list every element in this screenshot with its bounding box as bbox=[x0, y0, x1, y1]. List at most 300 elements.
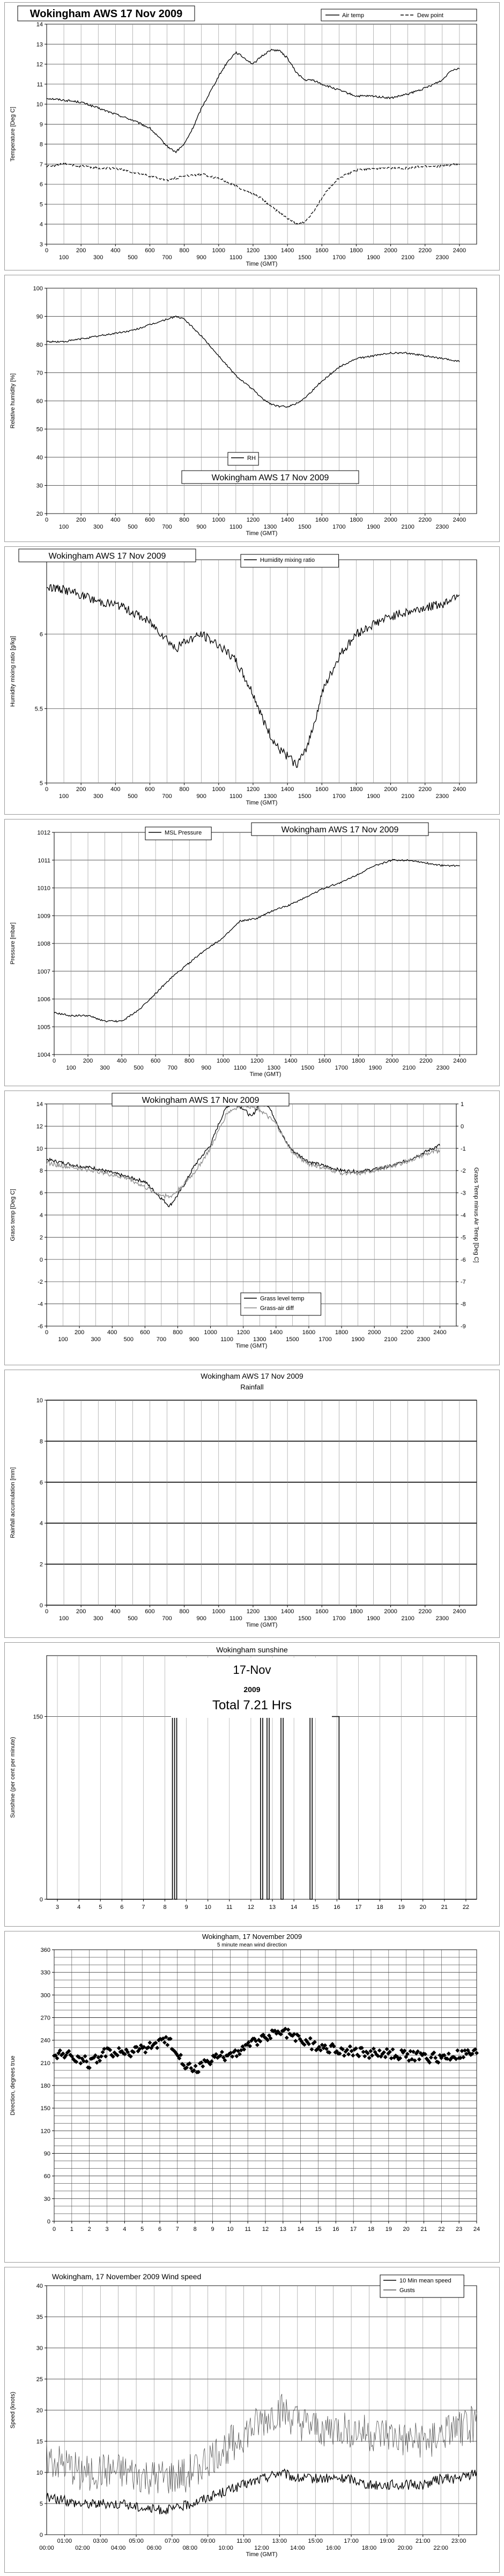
x-tick-label: 12 bbox=[247, 1904, 255, 1911]
x-tick-label: 1300 bbox=[263, 793, 277, 800]
y-tick-label: 100 bbox=[33, 286, 43, 292]
legend-label: 10 Min mean speed bbox=[399, 2278, 451, 2284]
y-axis-label: Relative humidity [%] bbox=[10, 373, 16, 429]
x-axis-label: Time (GMT) bbox=[246, 530, 278, 537]
x-tick-label: 18 bbox=[376, 1904, 383, 1911]
x-tick-label: 1300 bbox=[263, 1615, 277, 1622]
x-tick-label: 2400 bbox=[453, 1608, 466, 1615]
x-tick-label: 3 bbox=[105, 2226, 109, 2233]
wind-speed-chart-panel bbox=[4, 2267, 500, 2573]
x-tick-label: 800 bbox=[179, 1608, 189, 1615]
y-tick-label: 12 bbox=[36, 1123, 43, 1130]
x-tick-label: 16:00 bbox=[325, 2545, 341, 2551]
x-tick-label: 400 bbox=[110, 786, 121, 793]
x-tick-label: 1100 bbox=[229, 524, 242, 530]
x-tick-label: 900 bbox=[196, 1615, 206, 1622]
x-tick-label: 1600 bbox=[315, 786, 329, 793]
x-tick-label: 00:00 bbox=[39, 2545, 54, 2551]
y-tick-label: 4 bbox=[39, 221, 43, 228]
x-tick-label: 600 bbox=[145, 1608, 155, 1615]
x-tick-label: 100 bbox=[58, 524, 69, 530]
x-tick-label: 2300 bbox=[435, 793, 449, 800]
grass-temp-chart bbox=[5, 1091, 499, 1365]
y-tick-label: 4 bbox=[39, 1520, 43, 1527]
x-tick-label: 1000 bbox=[212, 1608, 226, 1615]
x-tick-label: 0 bbox=[52, 2226, 56, 2233]
y-axis-label: Speed (knots) bbox=[10, 2391, 16, 2429]
x-tick-label: 400 bbox=[110, 247, 121, 254]
x-tick-label: 10 bbox=[204, 1904, 211, 1911]
x-tick-label: 2000 bbox=[384, 247, 397, 254]
x-tick-label: 0 bbox=[45, 1608, 49, 1615]
x-tick-label: 0 bbox=[45, 517, 49, 523]
y-tick-label: 20 bbox=[36, 2407, 43, 2414]
x-tick-label: 22:00 bbox=[433, 2545, 448, 2551]
y-tick-label: 2 bbox=[39, 1234, 43, 1241]
x-tick-label: 2000 bbox=[386, 1058, 399, 1064]
x-tick-label: 300 bbox=[93, 1615, 103, 1622]
x-tick-label: 11 bbox=[226, 1904, 233, 1911]
y-tick-label: 30 bbox=[36, 482, 43, 489]
x-tick-label: 23:00 bbox=[451, 2538, 466, 2544]
y-tick-label: 25 bbox=[36, 2376, 43, 2383]
x-tick-label: 2200 bbox=[418, 1608, 432, 1615]
x-tick-label: 1900 bbox=[367, 1615, 380, 1622]
y-tick-label: 270 bbox=[40, 2015, 50, 2022]
grass-temp-chart-panel bbox=[4, 1091, 500, 1365]
x-tick-label: 2000 bbox=[384, 1608, 397, 1615]
x-tick-label: 6 bbox=[120, 1904, 124, 1911]
x-tick-label: 9 bbox=[184, 1904, 188, 1911]
x-tick-label: 2400 bbox=[453, 786, 466, 793]
x-tick-label: 600 bbox=[150, 1058, 161, 1064]
y-tick-label: -6 bbox=[38, 1323, 43, 1330]
x-tick-label: 400 bbox=[116, 1058, 127, 1064]
x-tick-label: 05:00 bbox=[129, 2538, 144, 2544]
x-tick-label: 300 bbox=[100, 1065, 110, 1071]
x-tick-label: 0 bbox=[45, 1329, 49, 1336]
x-tick-label: 1600 bbox=[315, 517, 329, 523]
x-tick-label: 200 bbox=[76, 786, 86, 793]
y-tick-label: 150 bbox=[40, 2105, 50, 2112]
y-tick-label: 0 bbox=[39, 1256, 43, 1263]
x-tick-label: 17:00 bbox=[344, 2538, 359, 2544]
x-tick-label: 800 bbox=[179, 786, 189, 793]
y-tick-label: 300 bbox=[40, 1992, 50, 1999]
x-tick-label: 16 bbox=[332, 2226, 339, 2233]
x-tick-label: 1100 bbox=[220, 1336, 233, 1343]
y-tick-label: 8 bbox=[39, 1438, 43, 1445]
x-tick-label: 1300 bbox=[263, 254, 277, 261]
y-axis bbox=[41, 1947, 54, 2225]
legend-label: Air temp bbox=[342, 12, 364, 19]
y-axis-label: Direction, degrees true bbox=[10, 2055, 16, 2116]
y-tick-label: 240 bbox=[40, 2037, 50, 2044]
x-tick-label: 700 bbox=[167, 1065, 177, 1071]
x-tick-label: 21 bbox=[441, 1904, 448, 1911]
x-tick-label: 18:00 bbox=[361, 2545, 377, 2551]
y-tick-label: 1010 bbox=[37, 885, 50, 892]
x-tick-label: 19 bbox=[398, 1904, 405, 1911]
x-tick-label: 500 bbox=[128, 524, 138, 530]
x-tick-label: 1100 bbox=[229, 1615, 242, 1622]
x-tick-label: 100 bbox=[58, 254, 69, 261]
x-tick-label: 22 bbox=[438, 2226, 445, 2233]
y2-tick-label: -1 bbox=[461, 1145, 466, 1152]
x-tick-label: 1900 bbox=[351, 1336, 365, 1343]
x-tick-label: 2300 bbox=[435, 524, 449, 530]
x-tick-label: 2200 bbox=[401, 1329, 414, 1336]
x-tick-label: 1400 bbox=[280, 517, 294, 523]
humidity-chart-panel bbox=[4, 275, 500, 542]
x-tick-label: 01:00 bbox=[57, 2538, 72, 2544]
y-tick-label: 360 bbox=[40, 1947, 50, 1953]
y2-axis-label: Grass Temp minus Air Temp [Deg C] bbox=[473, 1167, 479, 1263]
x-tick-label: 07:00 bbox=[165, 2538, 180, 2544]
x-tick-label: 1500 bbox=[286, 1336, 299, 1343]
x-tick-label: 800 bbox=[184, 1058, 195, 1064]
x-tick-label: 2300 bbox=[435, 1615, 449, 1622]
y2-tick-label: -2 bbox=[461, 1168, 466, 1175]
legend-label: RH bbox=[247, 455, 256, 462]
x-tick-label: 08:00 bbox=[182, 2545, 198, 2551]
x-tick-label: 1200 bbox=[246, 1608, 260, 1615]
y-tick-label: 0 bbox=[39, 2532, 43, 2538]
y-tick-label: 4 bbox=[39, 1212, 43, 1219]
y2-tick-label: -5 bbox=[461, 1234, 466, 1241]
x-tick-label: 1700 bbox=[332, 793, 346, 800]
y-tick-label: 50 bbox=[36, 426, 43, 433]
mixing-ratio-chart-panel bbox=[4, 546, 500, 815]
y-tick-label: 8 bbox=[39, 141, 43, 148]
wind-direction-chart bbox=[5, 1931, 499, 2262]
x-tick-label: 16 bbox=[333, 1904, 340, 1911]
x-tick-label: 600 bbox=[145, 247, 155, 254]
x-axis-label: Time (GMT) bbox=[246, 2551, 278, 2558]
y-axis-label: Grass temp [Deg C] bbox=[10, 1189, 16, 1241]
x-tick-label: 1900 bbox=[367, 524, 380, 530]
x-tick-label: 2400 bbox=[433, 1329, 447, 1336]
x-tick-label: 2300 bbox=[417, 1336, 431, 1343]
x-tick-label: 22 bbox=[462, 1904, 470, 1911]
x-tick-label: 2200 bbox=[419, 1058, 433, 1064]
x-tick-label: 06:00 bbox=[146, 2545, 162, 2551]
x-tick-label: 2200 bbox=[418, 517, 432, 523]
x-tick-label: 1200 bbox=[246, 247, 260, 254]
legend-label: Grass-air diff bbox=[260, 1305, 294, 1312]
x-tick-label: 15 bbox=[312, 1904, 319, 1911]
x-tick-label: 1500 bbox=[298, 254, 312, 261]
x-tick-label: 1800 bbox=[335, 1329, 349, 1336]
legend bbox=[380, 2275, 464, 2297]
y-tick-label: 60 bbox=[36, 398, 43, 405]
x-tick-label: 800 bbox=[179, 247, 189, 254]
x-tick-label: 2100 bbox=[401, 1615, 414, 1622]
sunshine-total: Total 7.21 Hrs bbox=[212, 1698, 292, 1713]
y-tick-label: 1005 bbox=[37, 1024, 50, 1031]
x-tick-label: 1500 bbox=[298, 793, 312, 800]
x-tick-label: 14:00 bbox=[290, 2545, 305, 2551]
x-tick-label: 19 bbox=[385, 2226, 392, 2233]
x-tick-label: 1400 bbox=[280, 1608, 294, 1615]
plot-area bbox=[47, 560, 477, 783]
x-tick-label: 1700 bbox=[332, 254, 346, 261]
x-tick-label: 12:00 bbox=[254, 2545, 269, 2551]
x-tick-label: 500 bbox=[134, 1065, 144, 1071]
y-tick-label: -4 bbox=[38, 1301, 43, 1308]
x-tick-label: 200 bbox=[76, 1608, 86, 1615]
y-tick-label: 6 bbox=[39, 181, 43, 188]
x-tick-label: 500 bbox=[128, 254, 138, 261]
x-tick-label: 1000 bbox=[212, 517, 226, 523]
x-tick-label: 500 bbox=[128, 1615, 138, 1622]
pressure-chart-panel bbox=[4, 819, 500, 1086]
x-tick-label: 1200 bbox=[236, 1329, 250, 1336]
x-tick-label: 2100 bbox=[401, 254, 414, 261]
x-tick-label: 200 bbox=[74, 1329, 85, 1336]
x-tick-label: 1500 bbox=[298, 524, 312, 530]
y-tick-label: 60 bbox=[43, 2173, 50, 2180]
y-tick-label: 10 bbox=[36, 1145, 43, 1152]
chart-title: Wokingham, 17 November 2009 Wind speed bbox=[52, 2272, 202, 2281]
y-tick-label: 1007 bbox=[37, 968, 50, 975]
x-tick-label: 1700 bbox=[335, 1065, 349, 1071]
temperature-chart bbox=[5, 3, 499, 270]
x-tick-label: 1900 bbox=[368, 1065, 382, 1071]
y-tick-label: 14 bbox=[36, 1101, 43, 1108]
legend-label: Dew point bbox=[417, 12, 443, 19]
y2-tick-label: -8 bbox=[461, 1301, 466, 1308]
y-tick-label: 120 bbox=[40, 2128, 50, 2135]
legend-label: Humidity mixing ratio bbox=[260, 557, 315, 564]
x-tick-label: 900 bbox=[196, 793, 206, 800]
x-tick-label: 100 bbox=[58, 793, 69, 800]
temperature-chart-panel bbox=[4, 2, 500, 270]
y-tick-label: 3 bbox=[39, 241, 43, 248]
x-tick-label: 900 bbox=[189, 1336, 199, 1343]
legend bbox=[145, 827, 211, 840]
y-axis bbox=[36, 21, 47, 248]
x-tick-label: 1800 bbox=[350, 1608, 363, 1615]
x-tick-label: 900 bbox=[196, 254, 206, 261]
x-tick-label: 1200 bbox=[246, 786, 260, 793]
y-tick-label: 35 bbox=[36, 2314, 43, 2321]
y-tick-label: 180 bbox=[40, 2083, 50, 2089]
x-tick-label: 1800 bbox=[352, 1058, 365, 1064]
x-tick-label: 15 bbox=[315, 2226, 322, 2233]
y-axis-label: Rainfall accumulation [mm] bbox=[10, 1467, 16, 1539]
x-tick-label: 0 bbox=[45, 786, 49, 793]
x-tick-label: 9 bbox=[211, 2226, 214, 2233]
y-axis-label: Pressure [mbar] bbox=[10, 922, 16, 965]
x-tick-label: 20 bbox=[419, 1904, 426, 1911]
x-tick-label: 1000 bbox=[212, 786, 226, 793]
y-tick-label: 5 bbox=[39, 2501, 43, 2507]
x-tick-label: 1100 bbox=[233, 1065, 247, 1071]
x-tick-label: 700 bbox=[162, 1615, 172, 1622]
x-tick-label: 1800 bbox=[350, 247, 363, 254]
chart-title: Wokingham AWS 17 Nov 2009 bbox=[29, 8, 183, 20]
y-tick-label: 90 bbox=[43, 2150, 50, 2157]
x-tick-label: 11 bbox=[244, 2226, 251, 2233]
x-tick-label: 1700 bbox=[318, 1336, 332, 1343]
y-axis bbox=[33, 286, 47, 517]
x-tick-label: 900 bbox=[196, 524, 206, 530]
x-tick-label: 2300 bbox=[435, 254, 449, 261]
x-tick-label: 12 bbox=[262, 2226, 269, 2233]
wind-direction-chart-panel bbox=[4, 1931, 500, 2263]
x-tick-label: 1700 bbox=[332, 1615, 346, 1622]
x-tick-label: 400 bbox=[107, 1329, 117, 1336]
y-axis-label: Sunshine (per cent per minute) bbox=[10, 1737, 16, 1818]
y-tick-label: 30 bbox=[43, 2196, 50, 2202]
x-tick-label: 2400 bbox=[453, 517, 466, 523]
legend-label: Gusts bbox=[399, 2287, 415, 2294]
x-tick-label: 2100 bbox=[401, 524, 414, 530]
x-tick-label: 14 bbox=[291, 1904, 298, 1911]
x-tick-label: 1800 bbox=[350, 786, 363, 793]
x-tick-label: 18 bbox=[367, 2226, 375, 2233]
x-tick-label: 23 bbox=[456, 2226, 463, 2233]
x-tick-label: 800 bbox=[179, 517, 189, 523]
y-axis-label: Humidity mixing ratio [g/kg] bbox=[10, 635, 16, 707]
x-tick-label: 10:00 bbox=[218, 2545, 233, 2551]
x-tick-label: 1300 bbox=[253, 1336, 266, 1343]
x-tick-label: 100 bbox=[58, 1615, 69, 1622]
x-tick-label: 13:00 bbox=[272, 2538, 287, 2544]
x-tick-label: 09:00 bbox=[200, 2538, 216, 2544]
x-tick-label: 15:00 bbox=[308, 2538, 323, 2544]
plot-area bbox=[47, 1400, 477, 1605]
humidity-chart bbox=[5, 275, 499, 541]
y2-tick-label: 1 bbox=[461, 1101, 464, 1108]
chart-title: Wokingham AWS 17 Nov 2009 bbox=[201, 1372, 303, 1380]
plot-area bbox=[47, 24, 477, 244]
y-tick-label: 0 bbox=[39, 1602, 43, 1609]
y-tick-label: 1008 bbox=[37, 941, 50, 947]
y-tick-label: 30 bbox=[36, 2345, 43, 2352]
x-tick-label: 1300 bbox=[267, 1065, 281, 1071]
x-tick-label: 5 bbox=[99, 1904, 102, 1911]
x-tick-label: 700 bbox=[156, 1336, 167, 1343]
x-tick-label: 2000 bbox=[384, 786, 397, 793]
chart-title: Wokingham AWS 17 Nov 2009 bbox=[48, 551, 166, 561]
x-tick-label: 2400 bbox=[453, 247, 466, 254]
y-tick-label: 210 bbox=[40, 2060, 50, 2067]
x-tick-label: 2300 bbox=[436, 1065, 450, 1071]
y-tick-label: 330 bbox=[40, 1970, 50, 1977]
x-tick-label: 2200 bbox=[418, 247, 432, 254]
x-tick-label: 100 bbox=[66, 1065, 76, 1071]
sunshine-chart-panel bbox=[4, 1642, 500, 1927]
y-tick-label: 70 bbox=[36, 370, 43, 377]
x-tick-label: 8 bbox=[193, 2226, 197, 2233]
x-tick-label: 400 bbox=[110, 1608, 121, 1615]
x-tick-label: 700 bbox=[162, 524, 172, 530]
x-tick-label: 1800 bbox=[350, 517, 363, 523]
x-tick-label: 1200 bbox=[250, 1058, 264, 1064]
x-tick-label: 700 bbox=[162, 254, 172, 261]
x-axis-label: Time (GMT) bbox=[246, 261, 278, 267]
x-tick-label: 1600 bbox=[302, 1329, 316, 1336]
x-tick-label: 1100 bbox=[229, 254, 242, 261]
legend bbox=[228, 452, 258, 465]
x-tick-label: 200 bbox=[76, 247, 86, 254]
legend-label: MSL Pressure bbox=[165, 830, 202, 836]
sunshine-year: 2009 bbox=[243, 1685, 261, 1694]
x-axis-label: Time (GMT) bbox=[249, 1071, 281, 1078]
x-tick-label: 20 bbox=[403, 2226, 410, 2233]
x-tick-label: 1000 bbox=[204, 1329, 217, 1336]
x-tick-label: 1 bbox=[70, 2226, 73, 2233]
x-tick-label: 600 bbox=[145, 786, 155, 793]
x-tick-label: 17 bbox=[350, 2226, 357, 2233]
x-tick-label: 100 bbox=[58, 1336, 68, 1343]
y-tick-label: 6 bbox=[39, 1479, 43, 1486]
x-tick-label: 03:00 bbox=[93, 2538, 108, 2544]
x-tick-label: 02:00 bbox=[75, 2545, 90, 2551]
x-tick-label: 300 bbox=[93, 254, 103, 261]
x-tick-label: 500 bbox=[123, 1336, 134, 1343]
x-tick-label: 10 bbox=[227, 2226, 234, 2233]
y-axis-label: Temperature [Deg C] bbox=[10, 106, 16, 162]
y-tick-label: 6 bbox=[39, 631, 43, 638]
x-tick-label: 300 bbox=[91, 1336, 101, 1343]
y-tick-label: 5 bbox=[39, 201, 43, 208]
x-tick-label: 1400 bbox=[284, 1058, 298, 1064]
y2-tick-label: -7 bbox=[461, 1279, 466, 1286]
x-tick-label: 4 bbox=[123, 2226, 127, 2233]
y-tick-label: 0 bbox=[47, 2219, 50, 2225]
x-tick-label: 19:00 bbox=[380, 2538, 395, 2544]
x-tick-label: 2000 bbox=[384, 517, 397, 523]
y-tick-label: 10 bbox=[36, 101, 43, 108]
x-tick-label: 14 bbox=[297, 2226, 304, 2233]
y-tick-label: 11 bbox=[36, 81, 43, 88]
x-tick-label: 2400 bbox=[453, 1058, 466, 1064]
y-axis bbox=[35, 557, 47, 787]
y-tick-label: -2 bbox=[38, 1279, 43, 1286]
chart-title: Wokingham AWS 17 Nov 2009 bbox=[211, 473, 329, 482]
chart-title: Wokingham AWS 17 Nov 2009 bbox=[281, 825, 399, 835]
y-tick-label: 10 bbox=[36, 1397, 43, 1404]
y-tick-label: 0 bbox=[39, 1897, 43, 1903]
y-tick-label: 1004 bbox=[37, 1052, 50, 1058]
x-tick-label: 600 bbox=[140, 1329, 150, 1336]
y-tick-label: 150 bbox=[33, 1714, 43, 1721]
y-tick-label: 9 bbox=[39, 121, 43, 128]
y-tick-label: 1009 bbox=[37, 913, 50, 920]
chart-title: Wokingham, 17 November 2009 bbox=[202, 1933, 302, 1941]
x-tick-label: 1600 bbox=[315, 247, 329, 254]
y-tick-label: 5 bbox=[39, 780, 43, 787]
y2-tick-label: -6 bbox=[461, 1256, 466, 1263]
y2-tick-label: -9 bbox=[461, 1323, 466, 1330]
x-tick-label: 1400 bbox=[280, 247, 294, 254]
x-tick-label: 500 bbox=[128, 793, 138, 800]
x-tick-label: 1000 bbox=[212, 247, 226, 254]
y-axis bbox=[38, 830, 54, 1058]
x-tick-label: 1200 bbox=[246, 517, 260, 523]
x-tick-label: 13 bbox=[279, 2226, 286, 2233]
x-tick-label: 2100 bbox=[384, 1336, 398, 1343]
y-tick-label: 20 bbox=[36, 511, 43, 517]
x-tick-label: 8 bbox=[163, 1904, 167, 1911]
y-tick-label: 12 bbox=[36, 61, 43, 68]
x-tick-label: 7 bbox=[142, 1904, 145, 1911]
rainfall-chart-panel bbox=[4, 1370, 500, 1638]
x-tick-label: 5 bbox=[140, 2226, 144, 2233]
